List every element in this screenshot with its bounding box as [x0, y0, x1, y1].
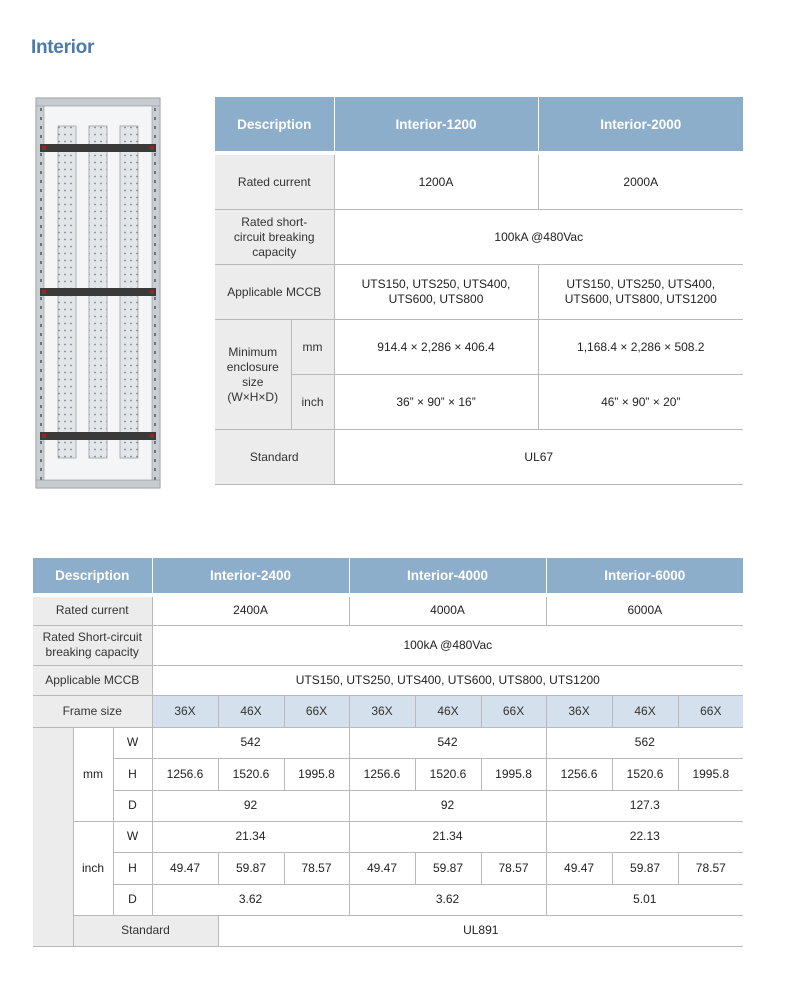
mm-h-label: H — [113, 758, 152, 790]
mm-h-value: 1995.8 — [284, 758, 349, 790]
inch-d-value: 5.01 — [546, 884, 743, 915]
inch-h-value: 78.57 — [284, 852, 349, 884]
mccb-label: Applicable MCCB — [215, 265, 334, 320]
inch-d-value: 3.62 — [349, 884, 546, 915]
inch-h-value: 49.47 — [546, 852, 612, 884]
inch-label: inch — [73, 821, 113, 915]
rated-current-value: 6000A — [546, 595, 743, 625]
rated-current-value: 1200A — [334, 153, 538, 210]
enclosure-label: Minimum enclosure size (W×H×D) — [215, 320, 291, 430]
inch-h-value: 59.87 — [218, 852, 284, 884]
mm-h-value: 1256.6 — [349, 758, 415, 790]
mm-w-value: 542 — [349, 727, 546, 758]
frame-size-value: 46X — [415, 695, 481, 727]
short-circuit-label: Rated Short-circuit breaking capacity — [33, 625, 152, 665]
inch-d-label: D — [113, 884, 152, 915]
mm-label: mm — [73, 727, 113, 821]
enclosure-inch-value: 36” × 90” × 16” — [334, 375, 538, 430]
header-description: Description — [215, 97, 334, 153]
mm-h-value: 1256.6 — [152, 758, 218, 790]
inch-w-value: 22.13 — [546, 821, 743, 852]
inch-h-value: 49.47 — [152, 852, 218, 884]
inch-h-value: 59.87 — [415, 852, 481, 884]
mccb-value: UTS150, UTS250, UTS400, UTS600, UTS800 — [334, 265, 538, 320]
mm-w-value: 562 — [546, 727, 743, 758]
interior-spec-table-1 — [215, 97, 743, 485]
inch-h-label: H — [113, 852, 152, 884]
frame-size-value: 36X — [152, 695, 218, 727]
dimension-gutter — [33, 727, 73, 946]
rated-current-label: Rated current — [215, 153, 334, 210]
frame-size-value: 66X — [284, 695, 349, 727]
mm-d-value: 127.3 — [546, 790, 743, 821]
inch-h-value: 59.87 — [612, 852, 678, 884]
mm-h-value: 1520.6 — [218, 758, 284, 790]
standard-label: Standard — [215, 430, 334, 485]
frame-size-value: 36X — [546, 695, 612, 727]
enclosure-mm-label: mm — [291, 320, 334, 375]
frame-size-value: 46X — [218, 695, 284, 727]
inch-d-value: 3.62 — [152, 884, 349, 915]
mccb-value: UTS150, UTS250, UTS400, UTS600, UTS800, UTS1200 — [538, 265, 743, 320]
mm-h-value: 1995.8 — [678, 758, 743, 790]
enclosure-mm-value: 1,168.4 × 2,286 × 508.2 — [538, 320, 743, 375]
short-circuit-value: 100kA @480Vac — [152, 625, 743, 665]
enclosure-inch-label: inch — [291, 375, 334, 430]
mccb-label: Applicable MCCB — [33, 665, 152, 695]
mm-h-value: 1520.6 — [415, 758, 481, 790]
enclosure-mm-value: 914.4 × 2,286 × 406.4 — [334, 320, 538, 375]
mm-w-label: W — [113, 727, 152, 758]
frame-size-value: 66X — [678, 695, 743, 727]
mm-h-value: 1256.6 — [546, 758, 612, 790]
inch-h-value: 49.47 — [349, 852, 415, 884]
interior-panel-image — [32, 96, 164, 490]
frame-size-value: 66X — [481, 695, 546, 727]
header-interior-6000: Interior-6000 — [546, 558, 743, 595]
rated-current-value: 2400A — [152, 595, 349, 625]
frame-size-value: 46X — [612, 695, 678, 727]
standard-value: UL891 — [218, 915, 743, 946]
mm-w-value: 542 — [152, 727, 349, 758]
mm-d-value: 92 — [349, 790, 546, 821]
page-title: Interior — [31, 37, 95, 58]
header-interior-1200: Interior-1200 — [334, 97, 538, 153]
frame-size-label: Frame size — [33, 695, 152, 727]
mm-h-value: 1995.8 — [481, 758, 546, 790]
inch-w-value: 21.34 — [349, 821, 546, 852]
rated-current-value: 2000A — [538, 153, 743, 210]
inch-h-value: 78.57 — [481, 852, 546, 884]
rated-current-label: Rated current — [33, 595, 152, 625]
rated-current-value: 4000A — [349, 595, 546, 625]
short-circuit-label: Rated short-circuit breaking capacity — [215, 210, 334, 265]
enclosure-inch-value: 46” × 90” × 20” — [538, 375, 743, 430]
mccb-value: UTS150, UTS250, UTS400, UTS600, UTS800, UTS1200 — [152, 665, 743, 695]
mm-d-value: 92 — [152, 790, 349, 821]
header-interior-2400: Interior-2400 — [152, 558, 349, 595]
mm-h-value: 1520.6 — [612, 758, 678, 790]
inch-h-value: 78.57 — [678, 852, 743, 884]
header-interior-2000: Interior-2000 — [538, 97, 743, 153]
header-description: Description — [33, 558, 152, 595]
interior-spec-table-2 — [33, 558, 743, 947]
standard-label: Standard — [73, 915, 218, 946]
inch-w-value: 21.34 — [152, 821, 349, 852]
header-interior-4000: Interior-4000 — [349, 558, 546, 595]
standard-value: UL67 — [334, 430, 743, 485]
inch-w-label: W — [113, 821, 152, 852]
frame-size-value: 36X — [349, 695, 415, 727]
mm-d-label: D — [113, 790, 152, 821]
short-circuit-value: 100kA @480Vac — [334, 210, 743, 265]
